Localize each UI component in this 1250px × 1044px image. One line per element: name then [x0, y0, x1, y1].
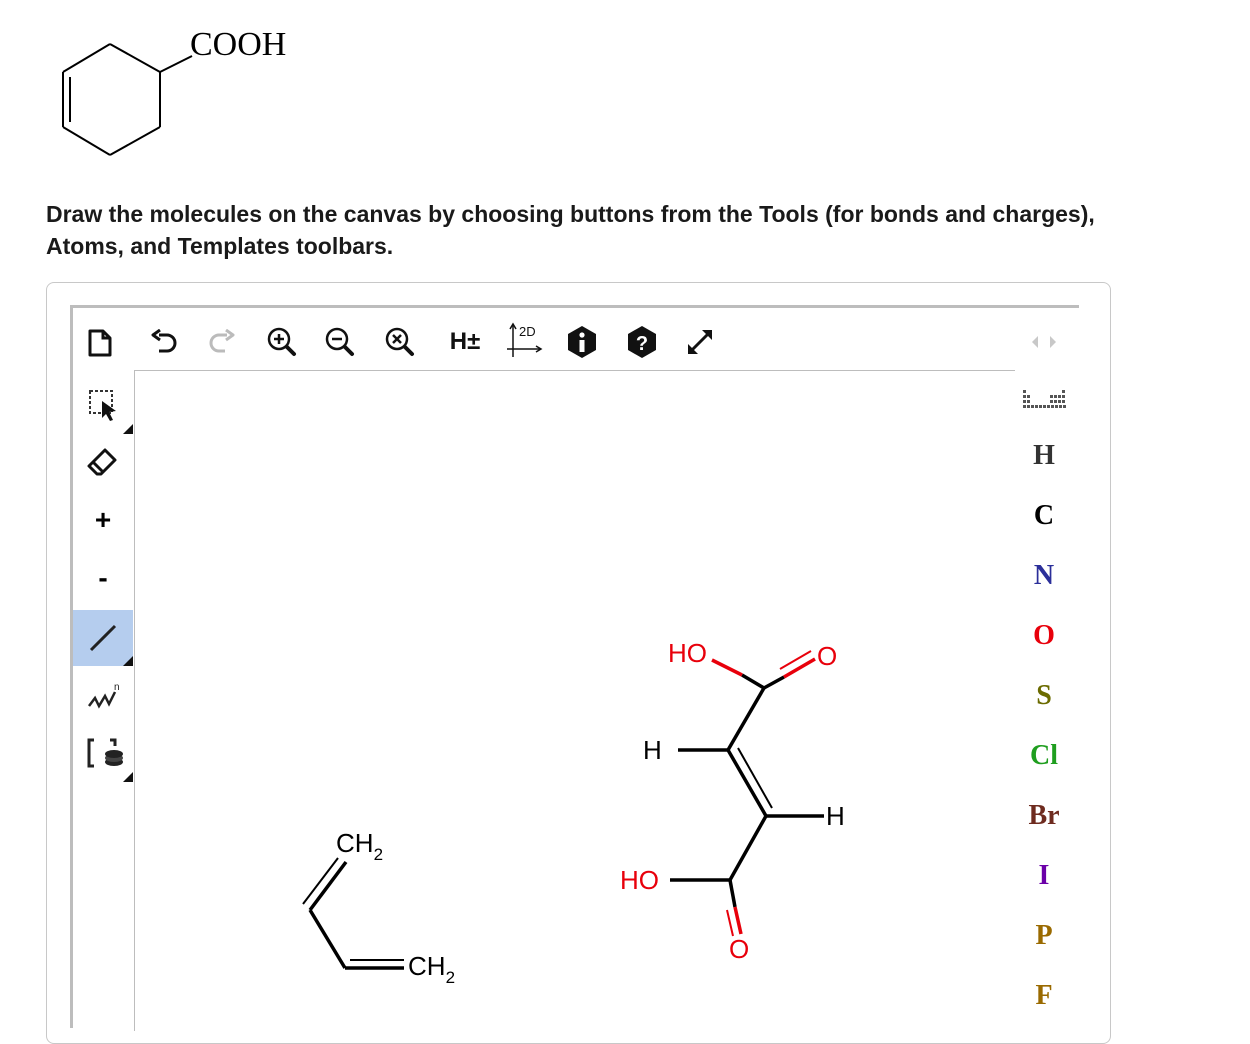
periodic-table-icon[interactable]: [1020, 386, 1068, 416]
redo-icon[interactable]: [204, 326, 240, 360]
svg-text:n: n: [114, 682, 120, 693]
o-top-label: O: [817, 641, 838, 671]
atom-h-button[interactable]: H: [1033, 440, 1055, 471]
atom-p-button[interactable]: P: [1035, 920, 1053, 951]
atom-n-button[interactable]: N: [1033, 560, 1055, 591]
drawing-canvas[interactable]: [134, 370, 1015, 1031]
o-bottom-label: O: [729, 934, 750, 964]
ho-top-label: HO: [668, 638, 707, 668]
instructions-line-1: Draw the molecules on the canvas by choosing buttons from the Tools (for bonds and charges),: [46, 201, 1095, 227]
clean-2d-label: 2D: [519, 324, 536, 339]
clear-icon[interactable]: [380, 322, 420, 362]
ch2-top-text: CH: [336, 828, 374, 858]
select-submenu-indicator: [123, 424, 133, 434]
single-bond-tool[interactable]: [73, 610, 133, 666]
eraser-tool[interactable]: [73, 434, 133, 490]
select-tool[interactable]: [73, 378, 133, 434]
undo-icon[interactable]: [146, 326, 182, 360]
cooh-label: COOH: [190, 26, 287, 63]
new-document-icon[interactable]: [84, 322, 116, 364]
ho-bottom-label: HO: [620, 865, 659, 895]
atom-i-button[interactable]: I: [1038, 860, 1050, 891]
charge-plus-tool[interactable]: +: [94, 504, 112, 535]
h-left-label: H: [643, 735, 662, 765]
bond-submenu-indicator: [123, 656, 133, 666]
ch2-top-subscript: 2: [373, 845, 384, 864]
help-icon[interactable]: [622, 322, 662, 362]
info-icon[interactable]: [562, 322, 602, 362]
atom-f-button[interactable]: F: [1035, 980, 1053, 1011]
atom-o-button[interactable]: O: [1033, 620, 1055, 651]
ch2-bottom-subscript: 2: [445, 968, 456, 987]
bracket-tool[interactable]: [73, 726, 133, 782]
atom-c-button[interactable]: C: [1033, 500, 1055, 531]
zoom-in-icon[interactable]: [262, 322, 302, 362]
svg-text:?: ?: [635, 333, 649, 355]
zoom-out-icon[interactable]: [320, 322, 360, 362]
charge-minus-tool[interactable]: -: [98, 562, 108, 593]
instructions-line-2: Atoms, and Templates toolbars.: [46, 233, 394, 259]
bracket-submenu-indicator: [123, 772, 133, 782]
fullscreen-icon[interactable]: [680, 322, 720, 362]
atom-br-button[interactable]: Br: [1028, 800, 1060, 831]
h-right-label: H: [826, 801, 845, 831]
clean-2d-icon[interactable]: [504, 320, 544, 362]
chain-tool[interactable]: [73, 668, 133, 724]
ch2-bottom-text: CH: [408, 951, 446, 981]
atom-cl-button[interactable]: Cl: [1030, 740, 1058, 771]
atoms-scroll-arrows[interactable]: [1026, 330, 1062, 354]
atom-s-button[interactable]: S: [1036, 680, 1052, 711]
hydrogens-toggle-button[interactable]: H±: [449, 328, 481, 355]
instructions: [46, 198, 1246, 262]
